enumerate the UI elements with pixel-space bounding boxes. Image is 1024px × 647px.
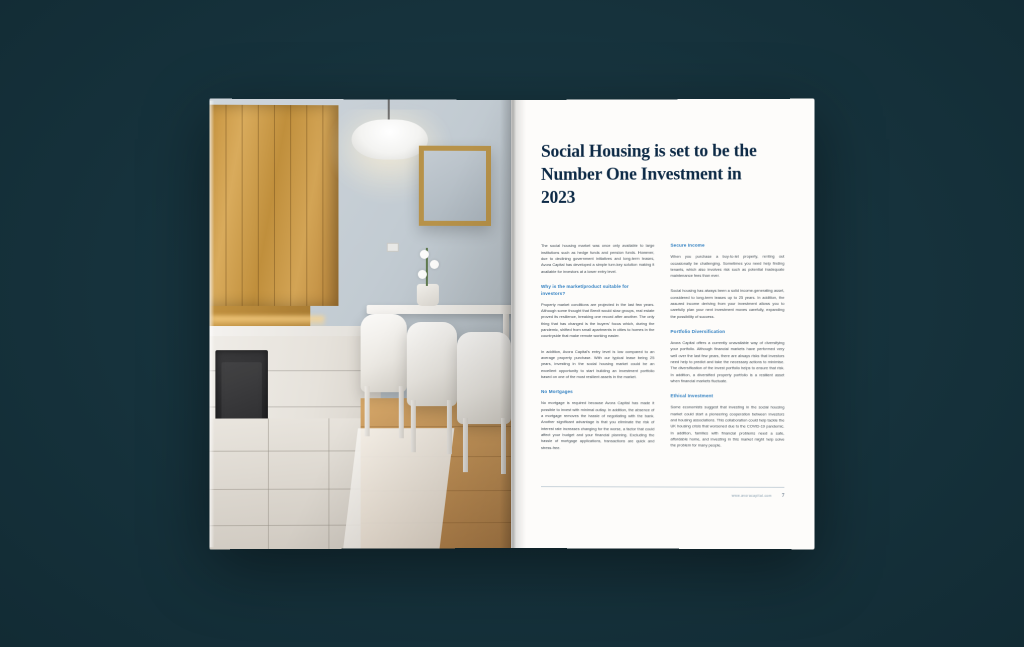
body-paragraph: Social housing has always been a solid income-generating asset, considered to long-term leases up to 25 years. In addition, the assured income deriving from your investment allows you to carefully plan your next investment moves carefully, expanding the possibility of success. (670, 288, 785, 319)
pendant-lamp (352, 119, 428, 159)
footer-divider (541, 486, 784, 488)
kitchen-counter (209, 326, 380, 336)
dining-chair (407, 322, 457, 406)
body-paragraph: The social housing market was once only available to large institutions such as hedge funds and pension funds. However, due to declining government initiatives and long-term leases, Avora Capital has developed a simple turn-key solution making it available for investors at a lower entry level. (541, 243, 655, 274)
article-column-left (541, 243, 654, 460)
article-columns (541, 243, 784, 461)
article-headline: Social Housing is set to be the Number One Investment in 2023 (541, 140, 757, 208)
section-heading: Why is the market/product suitable for investors? (541, 283, 629, 296)
wall-mirror-frame (419, 146, 491, 226)
left-page (209, 99, 511, 550)
section-heading: Ethical Investment (670, 393, 714, 399)
wall-socket (387, 243, 399, 252)
page-number: 7 (781, 493, 785, 499)
body-paragraph: In addition, Avora Capital's entry level is low compared to an average property purchase. With our typical lease being 25 years, investing in the social housing market could be an excellent opportunity to start building an investment portfolio based on one of the most resilient assets in the market. (541, 348, 655, 380)
page-footer (541, 493, 784, 499)
body-paragraph: Avora Capital offers a currently unavailable way of diversifying your portfolio. Although financial markets have performed very well over the last few years, there are always risks that investors need help to predict and take the necessary actions to minimise. The diversification of the invest portfolio helps to ensure that risk. In addition, a diversified property portfolio is a resilient asset when financial markets fluctuate. (670, 340, 785, 384)
right-page-edge (810, 101, 815, 548)
plant-pot (417, 284, 439, 306)
footer-url: www.avoracapital.com (731, 493, 772, 498)
body-paragraph: Property market conditions are projected in the last few years. Although some thought that Brexit would slow groups, real estate proved its resilience, breaking one record after another. The only thing that has changed is the buyers' focus which, during the pandemic, shifted from small apartments in cities to homes in the countryside that make remote working easier. (541, 301, 655, 339)
wood-cabinet (209, 105, 338, 306)
interior-photograph (209, 99, 511, 550)
body-paragraph: Some economists suggest that investing in the social housing market could start a pioneering cooperation between investors and housing associations. This collaboration could help tackle the UK housing crisis that worsened due to the COVID-19 pandemic. In addition, families with financial problems need a safe, affordable home, and investing in this market might help solve the problem for many people. (670, 404, 785, 448)
right-page (511, 99, 815, 550)
dining-table (367, 305, 511, 314)
article-column-right (670, 243, 784, 461)
dining-chair (361, 314, 407, 392)
body-paragraph: No mortgage is required because Avora Capital has made it possible to invest with minimal outlay. In addition, the absence of a mortgage removes the hassle of negotiating with the bank. Another significant advantage is that you eliminate the risk of interest rate increases changing for the worse, a factor that could affect your budget and your financial planning. Excluding the hassle of mortgage applications, transactions are quick and stress-free. (541, 400, 655, 450)
floor-runner (343, 428, 454, 549)
section-heading: Portfolio Diversification (670, 329, 726, 335)
section-heading: Secure Income (670, 242, 705, 249)
body-paragraph: When you purchase a buy-to-let property, renting out occasionally be challenging. Sometimes you need help finding tenants, which also involves risk such as potential inadequate maintenance fees than ever. (670, 253, 785, 279)
section-heading: No Mortgages (541, 389, 573, 395)
dining-chair (457, 332, 511, 424)
magazine-spread (211, 100, 813, 548)
